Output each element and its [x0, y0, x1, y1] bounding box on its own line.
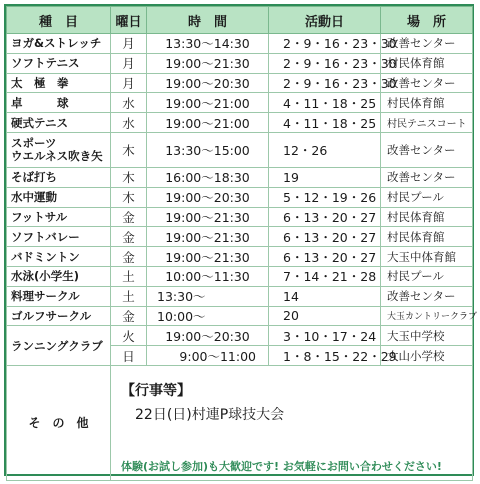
activity-dates: 20 [269, 306, 381, 326]
activity-time: 19:00～21:00 [147, 113, 269, 133]
trial-notice: 体験(お試し参加)も大歓迎です! お気軽にお問い合わせください! [121, 459, 442, 473]
activity-dates: 7・14・21・28 [269, 266, 381, 286]
activity-name: ソフトテニス [7, 53, 111, 73]
table-row [7, 167, 473, 187]
activity-name: ヨガ&ストレッチ [7, 34, 111, 54]
table-row [7, 326, 473, 346]
activity-name: 水中運動 [7, 187, 111, 207]
activity-place: 村民体育館 [381, 207, 473, 227]
activity-name: 卓 球 [7, 93, 111, 113]
activity-name: 硬式テニス [7, 113, 111, 133]
header-time: 時 間 [147, 7, 269, 34]
activity-day: 金 [111, 227, 147, 247]
table-row [7, 53, 473, 73]
activity-time: 19:00～20:30 [147, 187, 269, 207]
activity-dates: 4・11・18・25 [269, 93, 381, 113]
activity-place: 村民テニスコート [381, 113, 473, 133]
schedule-table [6, 6, 478, 481]
header-activity: 種 目 [7, 7, 111, 34]
activity-day: 火 [111, 326, 147, 346]
activity-dates: 2・9・16・23・30 [269, 34, 381, 54]
activity-dates: 14 [269, 286, 381, 306]
activity-place: 改善センター [381, 286, 473, 306]
activity-dates: 3・10・17・24 [269, 326, 381, 346]
table-row [7, 187, 473, 207]
table-row [7, 113, 473, 133]
activity-day: 月 [111, 34, 147, 54]
other-label: そ の 他 [7, 365, 111, 480]
activity-time: 9:00～11:00 [147, 346, 269, 366]
activity-name: 太 極 拳 [7, 73, 111, 93]
activity-day: 金 [111, 247, 147, 267]
activity-day: 水 [111, 93, 147, 113]
other-content [111, 365, 473, 480]
table-row [7, 286, 473, 306]
activity-name: そば打ち [7, 167, 111, 187]
activity-day: 日 [111, 346, 147, 366]
activity-dates: 2・9・16・23・30 [269, 73, 381, 93]
activity-place: 改善センター [381, 34, 473, 54]
activity-name: ソフトバレー [7, 227, 111, 247]
activity-place: 改善センター [381, 132, 473, 167]
activity-place: 村民体育館 [381, 227, 473, 247]
event-item: 22日(日)村連P球技大会 [135, 406, 285, 423]
activity-time: 10:00～ [147, 306, 269, 326]
activity-day: 金 [111, 306, 147, 326]
activity-dates: 12・26 [269, 132, 381, 167]
activity-time: 13:30～15:00 [147, 132, 269, 167]
table-row [7, 132, 473, 167]
table-row [7, 266, 473, 286]
activity-dates: 4・11・18・25 [269, 113, 381, 133]
activity-day: 木 [111, 187, 147, 207]
activity-time: 16:00～18:30 [147, 167, 269, 187]
activity-time: 19:00～20:30 [147, 326, 269, 346]
events-title: 【行事等】 [121, 382, 191, 399]
activity-place: 改善センター [381, 73, 473, 93]
activity-dates: 6・13・20・27 [269, 247, 381, 267]
schedule-frame [4, 4, 478, 476]
activity-dates: 19 [269, 167, 381, 187]
activity-day: 月 [111, 73, 147, 93]
activity-time: 13:30～ [147, 286, 269, 306]
table-row [7, 34, 473, 54]
activity-place: 村民体育館 [381, 93, 473, 113]
activity-dates: 1・8・15・22・29 [269, 346, 381, 366]
activity-place: 大玉カントリークラブ [381, 306, 473, 326]
activity-place: 大山小学校 [381, 346, 473, 366]
other-row [7, 365, 473, 480]
activity-name: ランニングクラブ [7, 326, 111, 366]
activity-name: フットサル [7, 207, 111, 227]
header-dates: 活動日 [269, 7, 381, 34]
activity-place: 改善センター [381, 167, 473, 187]
activity-place: 村民体育館 [381, 53, 473, 73]
table-row [7, 207, 473, 227]
table-row [7, 227, 473, 247]
activity-time: 19:00～21:30 [147, 207, 269, 227]
activity-name: ゴルフサークル [7, 306, 111, 326]
activity-place: 大玉中体育館 [381, 247, 473, 267]
header-row [7, 7, 473, 34]
activity-name: スポーツ ウエルネス吹き矢 [7, 132, 111, 167]
table-row [7, 306, 473, 326]
activity-time: 19:00～21:30 [147, 247, 269, 267]
table-row [7, 93, 473, 113]
activity-time: 19:00～20:30 [147, 73, 269, 93]
activity-day: 土 [111, 286, 147, 306]
activity-day: 土 [111, 266, 147, 286]
activity-place: 村民プール [381, 187, 473, 207]
activity-day: 木 [111, 167, 147, 187]
activity-time: 13:30～14:30 [147, 34, 269, 54]
activity-day: 金 [111, 207, 147, 227]
header-day: 曜日 [111, 7, 147, 34]
activity-name: 料理サークル [7, 286, 111, 306]
activity-day: 月 [111, 53, 147, 73]
activity-place: 大玉中学校 [381, 326, 473, 346]
activity-time: 19:00～21:30 [147, 53, 269, 73]
activity-time: 19:00～21:00 [147, 93, 269, 113]
activity-time: 10:00～11:30 [147, 266, 269, 286]
activity-name: 水泳(小学生) [7, 266, 111, 286]
activity-dates: 2・9・16・23・30 [269, 53, 381, 73]
table-row [7, 73, 473, 93]
table-row [7, 247, 473, 267]
activity-dates: 6・13・20・27 [269, 227, 381, 247]
header-place: 場 所 [381, 7, 473, 34]
activity-day: 水 [111, 113, 147, 133]
activity-time: 19:00～21:30 [147, 227, 269, 247]
activity-dates: 5・12・19・26 [269, 187, 381, 207]
activity-dates: 6・13・20・27 [269, 207, 381, 227]
activity-place: 村民プール [381, 266, 473, 286]
activity-name: バドミントン [7, 247, 111, 267]
activity-day: 木 [111, 132, 147, 167]
